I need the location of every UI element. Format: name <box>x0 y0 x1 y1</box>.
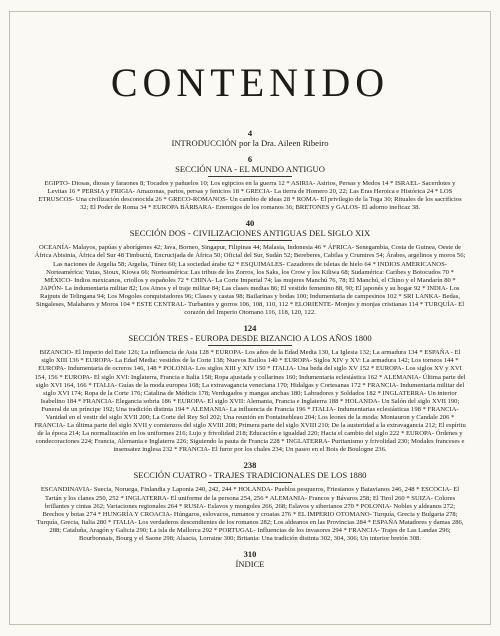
toc-entry-index <box>34 549 466 569</box>
table-of-contents <box>34 128 466 575</box>
page-number: 6 <box>247 154 253 164</box>
section-contents: EGIPTO- Diosas, diosas y faraones 8; Tocados y pañuelos 10; Los egipcios en la guerra 12 * ASIRIA- Asirios, Persas y Medos 14 * ISRAEL- Sacerdotes y Levitas 16 * PERSIA y FRIGIA- Amazonas, partos, persas y fenicios 18 * GRECIA- La tierra de Homero 20, 22; Las Eras Heroica e Histórica 24 * LOS ETRUSCOS- Una civilización desconocida 26 * GRECO-ROMANOS- Un cambio de ideas 28 * ROMA- El privilegio de la Toga 30; Rituales de los sacrificios 32; El Poder de Roma 34 * EUROPA BÁRBARA- Enemigos de los romanos 36; BRETONES y GALOS- El adorno ineficaz 38. <box>38 180 462 212</box>
page-number: 124 <box>243 323 257 334</box>
page-number: 40 <box>245 218 255 229</box>
page-number: 238 <box>243 460 257 471</box>
page-title: CONTENIDO <box>110 60 390 105</box>
section-heading: SECCIÓN DOS - CIVILIZACIONES ANTIGUAS DEL SIGLO XIX <box>129 228 371 239</box>
entry-heading: INTRODUCCIÓN por la Dra. Aileen Ribeiro <box>171 138 329 148</box>
divider <box>208 240 292 241</box>
section-contents: OCEANÍA- Malayos, papúas y aborígenes 42; Java, Borneo, Singapur, Filipinas 44; Malasia, Indonesia 46 * ÁFRICA- Senegambia, Costa de Guinea, Oeste de África Abisinia, África del Sur 48 Timbuctú, Encrucijada de África 50; Oficial del Sur, Sudán 52; Bereberes, Cabilas y Crumires 54; Árabes, argelinos y moros 56; Las naciones de Argelia 58; Argelia, Túnez 60; La sociedad árabe 62 * ESQUIMALES- Cazadores de isletas de hielo 64 * INDIOS AMERICANOS- Norteamérica: Yutas, Sioux, Kiowa 66; Norteamérica: Las tribus de los Zorros, los Saks, los Crow y los Kiliwa 68; Sudamérica: Caribes y Botocudos 70 * MÉXICO- Indios mexicanos, criollos y españoles 72 * CHINA- La Corte Imperial 74; las mujeres Manchú 76, 78; El Manchú, el Chino y el Mandarín 80 * JAPÓN- La indumentaria militar 82; Los Ainos y el traje militar 84; Las clases medias 86; El vestido femenino 88, 90; El japonés y su hogar 92 * INDIA- Los Rajputs de Telingana 94; Los Mogoles conquistadores 96; Clases y castas 98; Bailarinas y bodas 100; Indumentaria de campesinos 102 * SRI LANKA- Bedas, Singaleses, Malabares y Moros 104 * ESTE CENTRAL- Turbantes y gorros 106, 108, 110, 112 * ELORIENTE- Monjes y monjas cristianas 114 * TURQUÍA- El corazón del Imperio Otomano 116, 118, 120, 122. <box>34 244 466 317</box>
section-heading: SECCIÓN UNA - EL MUNDO ANTIGUO <box>175 164 325 174</box>
entry-heading: ÍNDICE <box>235 559 265 570</box>
toc-section-four <box>34 460 466 543</box>
section-heading: SECCIÓN TRES - EUROPA DESDE BIZANCIO A LOS AÑOS 1800 <box>128 333 372 344</box>
divider <box>208 345 292 346</box>
toc-section-two <box>34 218 466 317</box>
divider <box>208 482 292 483</box>
page-number: 310 <box>243 549 257 560</box>
section-heading: SECCIÓN CUATRO - TRAJES TRADICIONALES DE LOS 1880 <box>133 470 367 481</box>
divider <box>208 176 292 177</box>
toc-section-three <box>34 323 466 454</box>
section-contents: BIZANCIO- El Imperio del Este 126; La influencia de Asia 128 * EUROPA- Los años de la Edad Media 130, La Iglesia 132; La armadura 134 * ESPAÑA - El siglo XIII 136 * EUROPA- La Edad Media: vestidos de la Corte 138; Nuevos Estilos 140 * EUROPA- Siglos XIV y XV: La armadura 142; Los torneos 144 * EUROPA- Indumentaria de ocreros 146, 148 * POLONIA- Los siglos XIII y XIV 150 * ITALIA- Una beda del siglo XV 152 * EUROPA- Los siglos XV y XVI 154, 156 * EUROPA- El siglo XVI: Inglaterra, Francia e Italia 158; Ropa ajustada y collarines 160; Indumentaria eclesiástica 162 * ALEMANIA- Última parte del siglo XVI 164, 166 * ITALIA- Guías de la moda europea 168; La extravagancia veneciana 170; Hidalgas y Cortesanas 172 * FRANCIA- Indumentaria militar del siglo XVI 174; Ropa de la Corte 176; Catalina de Médicis 178; Verdugados y mangas anchas 180; Labradores y Soldados 182 * INGLATERRA- Un interior Isabelino 184 * FRANCIA- Elegancia sobria 186 * EUROPA- El siglo XVII: Alemania, Francia e Inglaterra 188 * HOLANDA- Un Salón del siglo XVII 190; Funeral de un príncipe 192; Una tradición distinta 194 * ALEMANIA- La influencia de Francia 196 * ITALIA- Indumentarias eclesiásticas 198 * FRANCIA- Vanidad en el vestir del siglo XVII 200; La Corte del Rey Sol 202; Una reunión en Fontainebleau 204; Los leones de la moda: Montauron y Candale 206 * FRANCIA- La última parte del siglo XVII y comienzos del siglo XVIII 208; Primera parte del siglo XVIII 210; De la austeridad a la extravagancia 212; El espíritu de la época 214; La normalización en los uniformes 216; Lujo y frivolidad 218; Educación e igualdad 220; Hacia el cambio del siglo 222 * EUROPA- Órdenes y condecoraciones 224; Francia, Alemania e Inglaterra 226; Siguiendo la pauta de Francia 228 * INGLATERRA- Puritanismo y frivolidad 230; Modales franceses e insensatez inglesa 232 * FRANCIA- El furor por los chales 234; Un paseo en el Bois de Boulogne 236. <box>34 349 466 454</box>
section-contents: ESCANDINAVIA- Suecia, Noruega, Finlandia y Laponia 240, 242, 244 * HOLANDA- Pueblos pesqueros, Friesianos y Batavianos 246, 248 * ESCOCIA- El Tartán y los clanes 250, 252 * INGLATERRA- El uniforme de la persona 254, 256 * ALEMANIA- Francos y Bávaros 258; El Tirol 260 * SUIZA- Colores brillantes y cintas 262; Variaciones regionales 264 * RUSIA- Eslavos y mongoles 266, 268; Eslavos y siberianos 270 * POLONIA- Nobles y aldeanos 272; Brechos y botas 274 * HUNGRÍA Y CROACIA- Húngaros, eslovacos, rumanos y croatas 276 * EL IMPERIO OTOMANO- Turquía, Grecia y Bulgaria 278; Turquía, Grecia, Italia 280 * ITALIA- Los verdaderos descendientes de los romanos 282; Los aldeanos en las Provincias 284 * ESPAÑA Matadores y damas 286, 288; Cataluña, Aragón y Galicia 290; La isla de Mallorca 292 * PORTUGAL- Influencias de los invasores 294 * FRANCIA- Trajes de Las Landas 296; Bourbonnais, Bourg y el Saone 298; Alsacia, Lorraine 300; Britania: Una tradición distinta 302, 304, 306; Un interior bretón 308. <box>36 486 464 542</box>
toc-entry-introduction <box>34 128 466 148</box>
toc-section-one <box>34 154 466 212</box>
page-number: 4 <box>247 128 253 138</box>
